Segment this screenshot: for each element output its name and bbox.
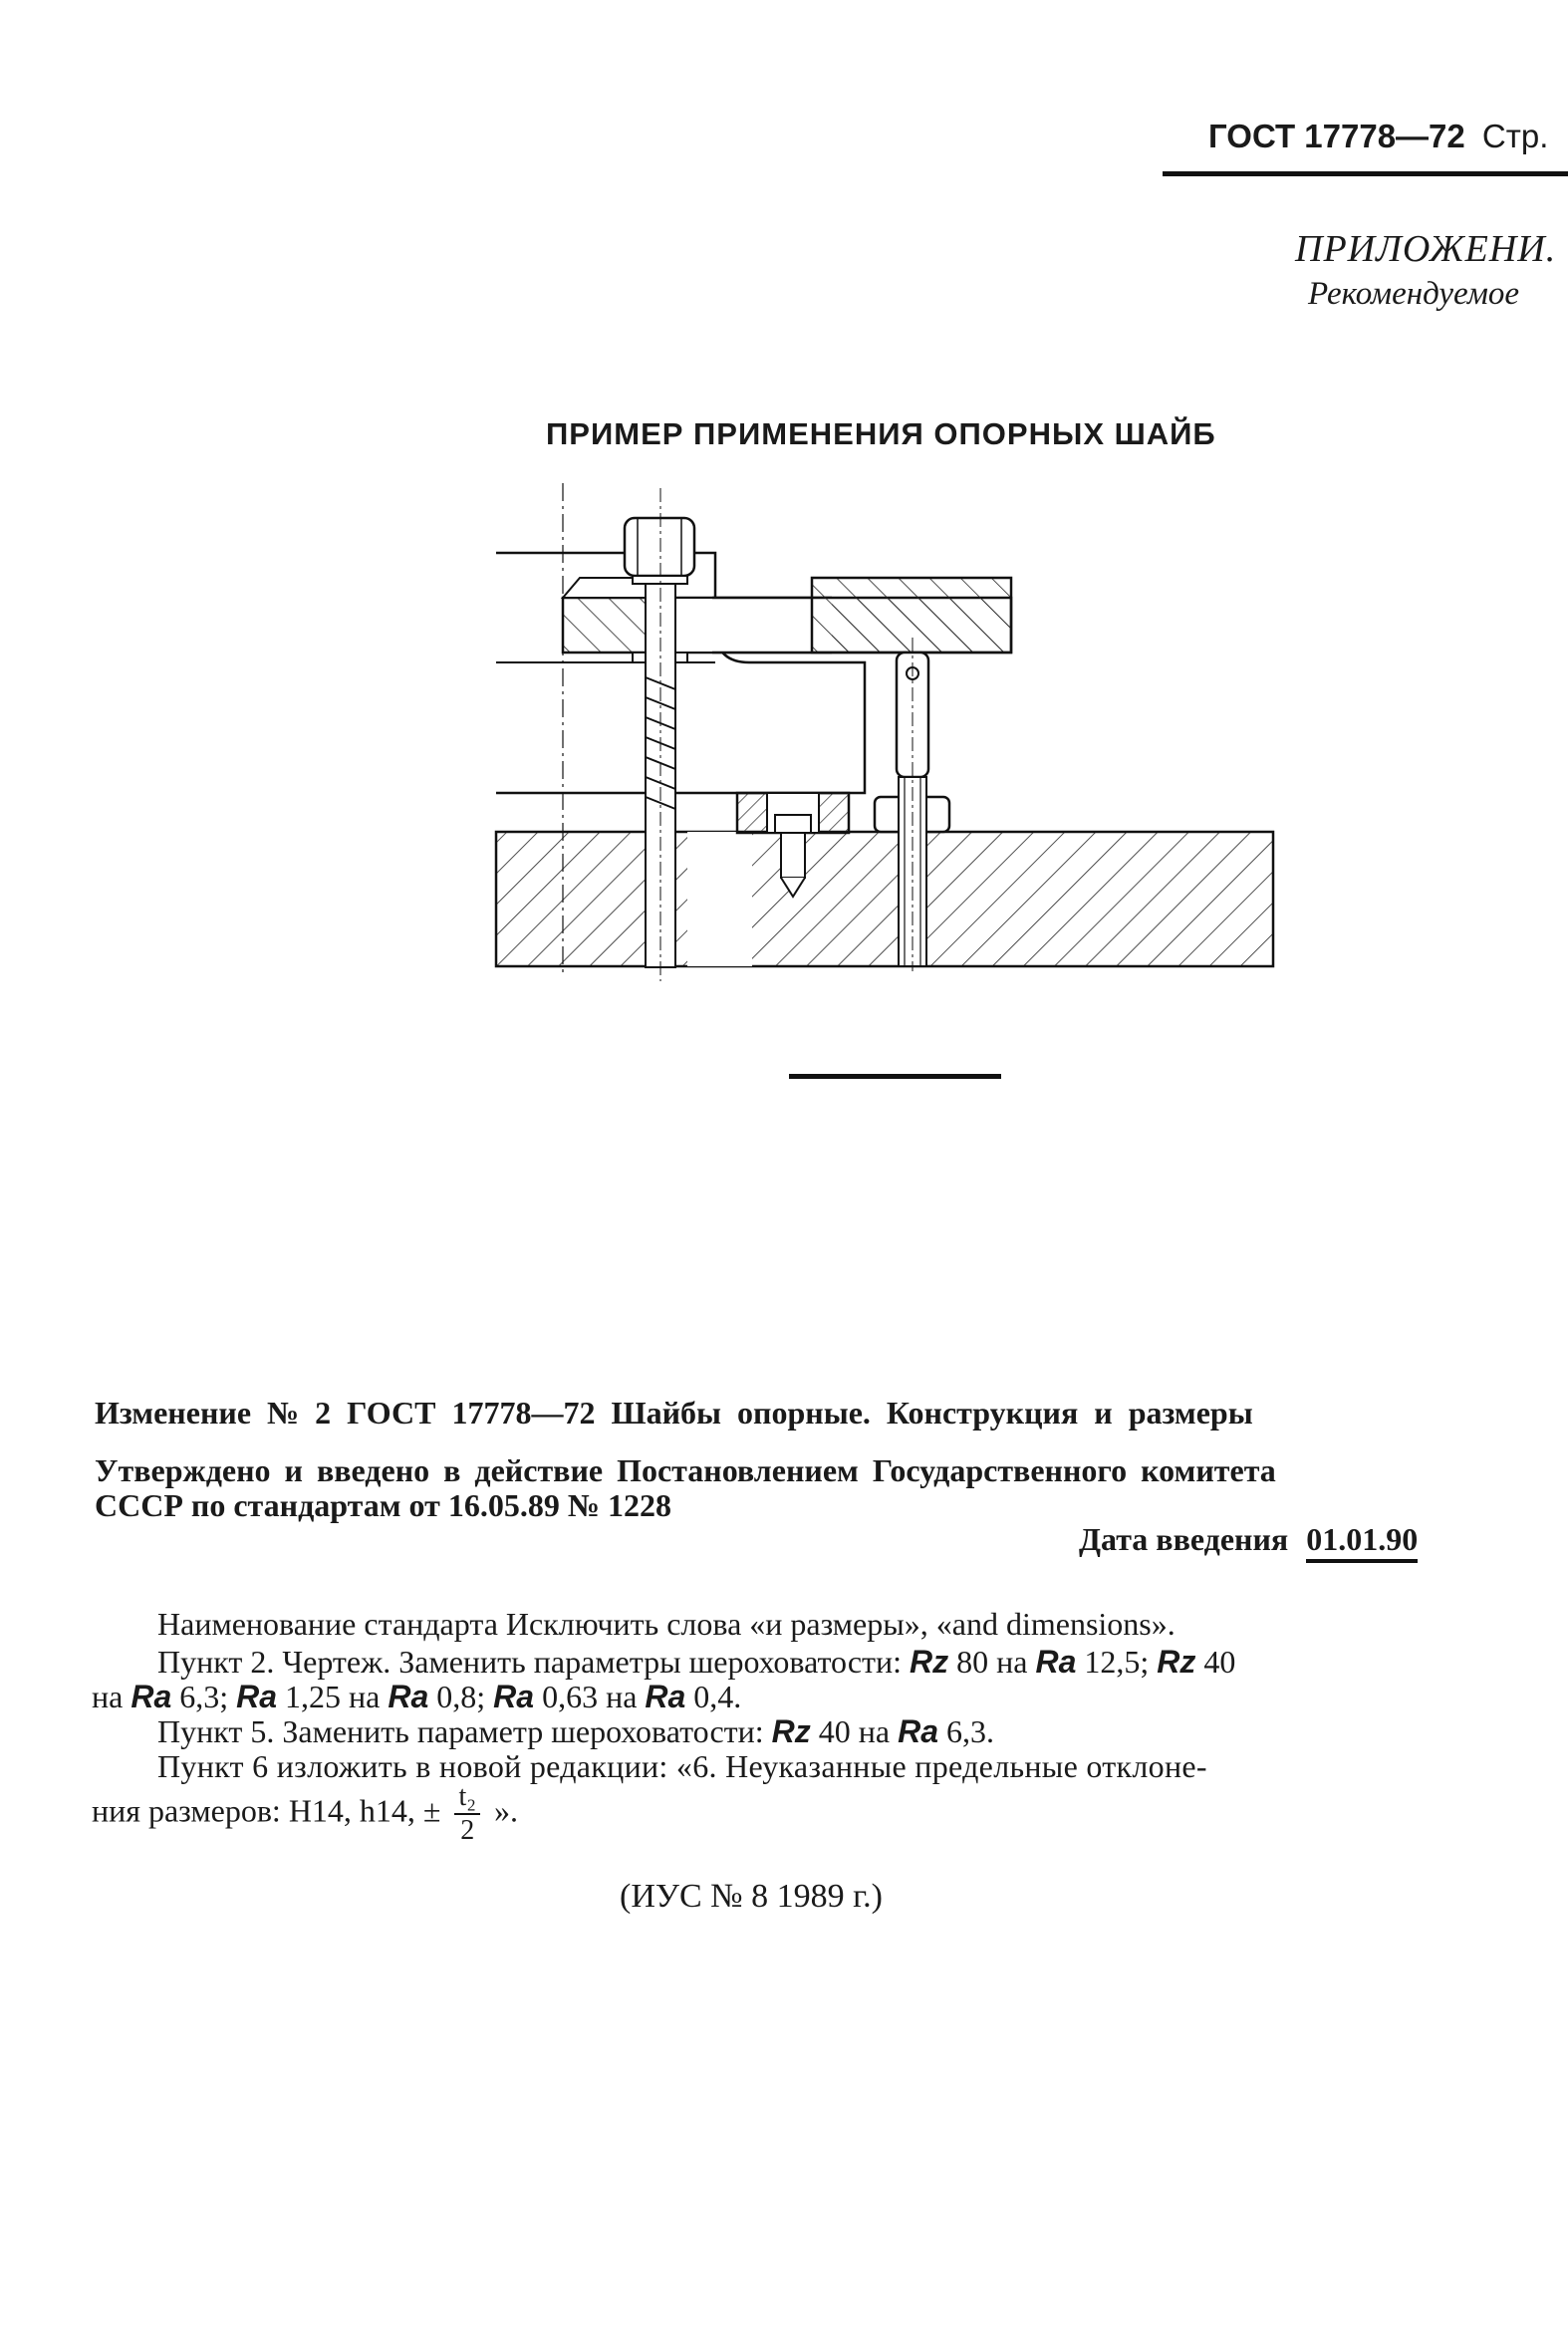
- paragraph-2-line-1: Пункт 2. Чертеж. Заменить параметры шероховатости: Rz 80 на Ra 12,5; Rz 40: [157, 1644, 1236, 1680]
- date-label: Дата введения: [1079, 1521, 1289, 1557]
- paragraph-1: Наименование стандарта Исключить слова «и размеры», «and dimensions».: [157, 1606, 1176, 1642]
- gost-number: ГОСТ 17778—72: [1208, 118, 1465, 154]
- base-plate: [496, 832, 1273, 966]
- paragraph-3: Пункт 5. Заменить параметр шероховатости: Rz 40 на Ra 6,3.: [157, 1713, 995, 1749]
- paragraph-4-line-1: Пункт 6 изложить в новой редакции: «6. Неуказанные предельные отклоне-: [157, 1748, 1207, 1784]
- page-header: [1208, 118, 1568, 155]
- section-title: ПРИМЕР ПРИМЕНЕНИЯ ОПОРНЫХ ШАЙБ: [546, 416, 1216, 451]
- date-value: 01.01.90: [1306, 1521, 1418, 1563]
- approved-line-1: Утверждено и введено в действие Постановлением Государственного комитета: [95, 1452, 1276, 1488]
- paragraph-2-line-2: на Ra 6,3; Ra 1,25 на Ra 0,8; Ra 0,63 на Ra 0,4.: [92, 1679, 742, 1714]
- section-end-rule: [789, 1074, 1001, 1079]
- approved-line-2: СССР по стандартам от 16.05.89 № 1228: [95, 1487, 671, 1523]
- paragraph-4-line-2: ния размеров: H14, h14, ± $\frac{\text{t₂}}{2}$ ».: [92, 1781, 519, 1846]
- page-label: Стр.: [1481, 118, 1549, 154]
- workpiece: [496, 553, 865, 793]
- header-rule: [1163, 171, 1568, 176]
- fraction-denominator: 2: [460, 1815, 475, 1846]
- appendix-subtitle: Рекомендуемое: [1308, 276, 1520, 312]
- effective-date: [1079, 1521, 1418, 1558]
- source-reference: (ИУС № 8 1989 г.): [620, 1878, 883, 1915]
- amendment-title: Изменение № 2 ГОСТ 17778—72 Шайбы опорные. Конструкция и размеры: [95, 1395, 1253, 1431]
- clamp-bar: [563, 578, 1011, 652]
- fraction-numerator: t₂: [454, 1783, 480, 1815]
- support-washer-drawing: [488, 478, 1295, 986]
- tolerance-fraction: [454, 1783, 480, 1845]
- appendix-title: ПРИЛОЖЕНИ.: [1295, 228, 1557, 270]
